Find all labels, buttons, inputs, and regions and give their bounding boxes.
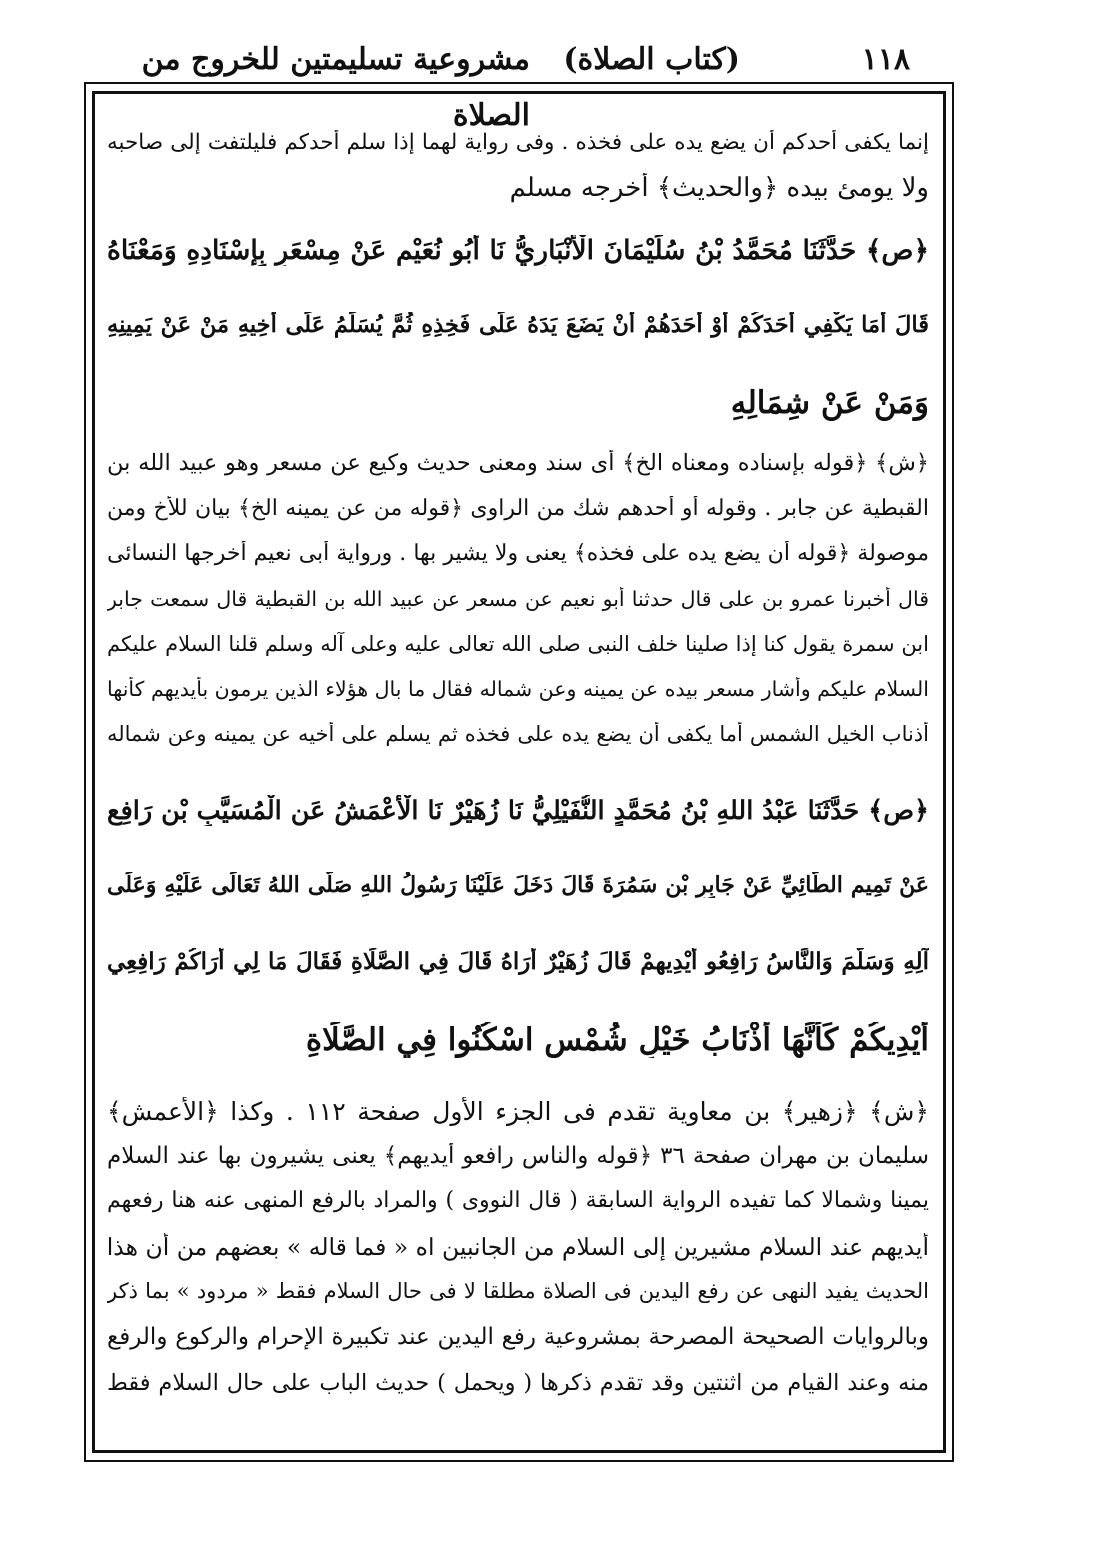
text-line: ولا يومئ بيده ﴿والحديث﴾ أخرجه مسلم xyxy=(509,173,929,203)
hadith-line: عَنْ تَمِيمٍ الطَّائِيِّ عَنْ جَابِرِ بْنِ سَمُرَةَ قَالَ دَخَلَ عَلَيْنَا رَسُولُ اللهِ صَلَّى اللهُ تَعَالَى عَلَيْهِ وَعَلَى xyxy=(107,872,929,898)
commentary-line: ﴿ش﴾ ﴿قوله بإسناده ومعناه الخ﴾ أى سند ومعنى حديث وكيع عن مسعر وهو عبيد الله بن xyxy=(107,450,929,476)
hadith-line: ﴿ص﴾ حَدَّثَنَا عَبْدُ اللهِ بْنُ مُحَمَّدٍ النُّفَيْلِيُّ نَا زُهَيْرٌ نَا الْأَعْمَشُ عَنِ الْمُسَيَّبِ بْنِ رَافِعٍ xyxy=(107,796,929,826)
hadith-line: أَيْدِيكُمْ كَأَنَّهَا أَذْنَابُ خَيْلٍ شُمْسٍ اسْكُنُوا فِي الصَّلَاةِ xyxy=(305,1022,929,1058)
hadith-line: آلِهِ وَسَلَّمَ وَالنَّاسُ رَافِعُو أَيْدِيهِمْ قَالَ زُهَيْرٌ أُرَاهُ قَالَ فِي الصَّلَاةِ فَقَالَ مَا لِي أَرَاكُمْ رَافِعِي xyxy=(107,948,929,975)
commentary-line: ابن سمرة يقول كنا إذا صلينا خلف النبى صلى الله تعالى عليه وعلى آله وسلم قلنا السلام عليكم xyxy=(107,632,929,656)
page-number: ١١٨ xyxy=(861,42,910,77)
commentary-line: يمينا وشمالا كما تفيده الرواية السابقة ( قال النووى ) والمراد بالرفع المنهى عنه هنا رفعهم xyxy=(107,1188,929,1213)
commentary-line: موصولة ﴿قوله أن يضع يده على فخذه﴾ يعنى ولا يشير بها . ورواية أبى نعيم أخرجها النسائى xyxy=(107,541,929,566)
commentary-line: قال أخبرنا عمرو بن على قال حدثنا أبو نعيم عن مسعر عن عبيد الله بن القبطية قال سمعت جابر xyxy=(107,587,929,611)
commentary-line: منه وعند القيام من اثنتين وقد تقدم ذكرها ( ويحمل ) حديث الباب على حال السلام فقط xyxy=(107,1370,929,1396)
commentary-line: الحديث يفيد النهى عن رفع اليدين فى الصلاة مطلقا لا فى حال السلام فقط « مردود » بما ذكر xyxy=(107,1279,929,1303)
commentary-line: ﴿ش﴾ ﴿زهير﴾ بن معاوية تقدم فى الجزء الأول صفحة ١١٢ . وكذا ﴿الأعمش﴾ xyxy=(107,1097,929,1126)
commentary-line: سليمان بن مهران صفحة ٣٦ ﴿قوله والناس رافعو أيديهم﴾ يعنى يشيرون بها عند السلام xyxy=(107,1143,929,1169)
commentary-line: أيديهم عند السلام مشيرين إلى السلام من الجانبين اه « فما قاله » بعضهم من أن هذا xyxy=(107,1233,929,1261)
book-title: (كتاب الصلاة) xyxy=(563,42,740,77)
hadith-line: قَالَ أَمَا يَكْفِي أَحَدَكُمْ أَوْ أَحَدَهُمْ أَنْ يَضَعَ يَدَهُ عَلَى فَخِذِهِ ثُمَّ يُسَلِّمُ عَلَى أَخِيهِ مَنْ عَنْ يَمِينِهِ xyxy=(107,312,929,338)
commentary-line: السلام عليكم وأشار مسعر بيده عن يمينه وعن شماله فقال ما بال هؤلاء الذين يرمون بأيديهم كأنها xyxy=(107,677,929,701)
commentary-line: القبطية عن جابر . وقوله أو أحدهم شك من الراوى ﴿قوله من عن يمينه الخ﴾ بيان للأخ ومن xyxy=(107,496,929,521)
commentary-line: أذناب الخيل الشمس أما يكفى أن يضع يده على فخذه ثم يسلم على أخيه عن يمينه وعن شماله xyxy=(107,722,929,746)
hadith-line: وَمَنْ عَنْ شِمَالِهِ xyxy=(730,385,929,421)
chapter-title: مشروعية تسليمتين للخروج من الصلاة xyxy=(141,42,530,133)
text-line: إنما يكفى أحدكم أن يضع يده على فخذه . وفى رواية لهما إذا سلم أحدكم فليلتفت إلى صاحبه xyxy=(107,130,929,155)
commentary-line: وبالروايات الصحيحة المصرحة بمشروعية رفع اليدين عند تكبيرة الإحرام والركوع والرفع xyxy=(107,1324,929,1350)
hadith-line: ﴿ص﴾ حَدَّثَنَا مُحَمَّدُ بْنُ سُلَيْمَانَ الْأَنْبَارِيُّ نَا أَبُو نُعَيْمٍ عَنْ مِسْعَرٍ بِإِسْنَادِهِ وَمَعْنَاهُ xyxy=(107,235,929,266)
